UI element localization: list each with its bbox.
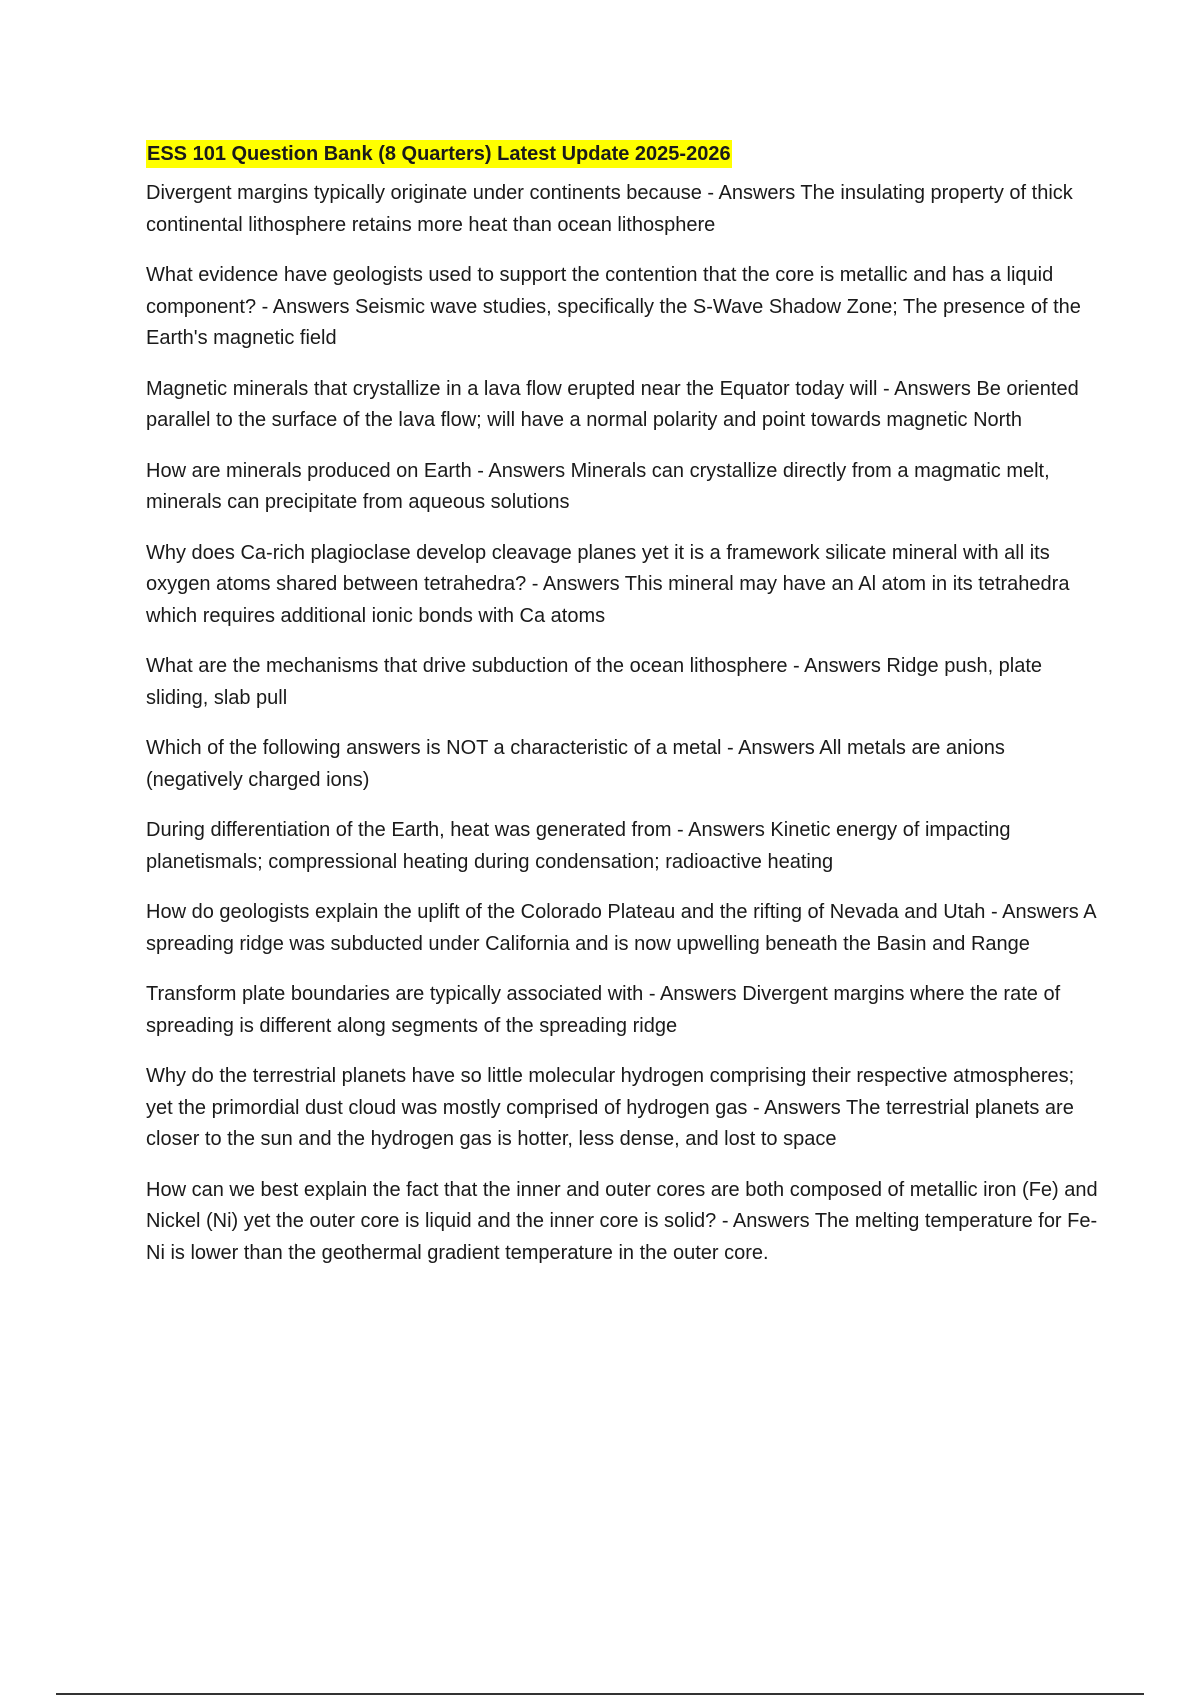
- qa-item: During differentiation of the Earth, heat was generated from - Answers Kinetic energy of impacting planetismals; compressional heating during condensation; radioactive heating: [146, 819, 1011, 873]
- document-page: [146, 140, 1098, 1288]
- qa-list: [146, 178, 1098, 1269]
- qa-item: Why does Ca-rich plagioclase develop cleavage planes yet it is a framework silicate mineral with all its oxygen atoms shared between tetrahedra? - Answers This mineral may have an Al atom in its tetrahedra which requires additional ionic bonds with Ca atoms: [146, 541, 1070, 627]
- qa-item: How are minerals produced on Earth - Answers Minerals can crystallize directly from a magmatic melt, minerals can precipitate from aqueous solutions: [146, 459, 1050, 513]
- qa-item: Which of the following answers is NOT a characteristic of a metal - Answers All metals are anions (negatively charged ions): [146, 737, 1005, 791]
- qa-item: What evidence have geologists used to support the contention that the core is metallic and has a liquid component? - Answers Seismic wave studies, specifically the S-Wave Shadow Zone; The presence of the Earth's magnetic field: [146, 264, 1081, 349]
- document-title: ESS 101 Question Bank (8 Quarters) Latest Update 2025-2026: [146, 140, 732, 168]
- qa-item: What are the mechanisms that drive subduction of the ocean lithosphere - Answers Ridge push, plate sliding, slab pull: [146, 655, 1043, 709]
- qa-item: How do geologists explain the uplift of the Colorado Plateau and the rifting of Nevada and Utah - Answers A spreading ridge was subducted under California and is now upwelling beneath the Basin and Range: [146, 901, 1096, 955]
- qa-item: Divergent margins typically originate under continents because - Answers The insulating property of thick continental lithosphere retains more heat than ocean lithosphere: [146, 182, 1073, 236]
- qa-item: How can we best explain the fact that the inner and outer cores are both composed of metallic iron (Fe) and Nickel (Ni) yet the outer core is liquid and the inner core is solid? - Answers The melting temperature for Fe-Ni is lower than the geothermal gradient temperature in the outer core.: [146, 1178, 1098, 1264]
- qa-item: Transform plate boundaries are typically associated with - Answers Divergent margins where the rate of spreading is different along segments of the spreading ridge: [146, 983, 1061, 1037]
- footer-divider: [56, 1693, 1144, 1695]
- qa-item: Why do the terrestrial planets have so little molecular hydrogen comprising their respective atmospheres; yet the primordial dust cloud was mostly comprised of hydrogen gas - Answers The terrestrial planets are closer to the sun and the hydrogen gas is hotter, less dense, and lost to space: [146, 1065, 1075, 1150]
- qa-item: Magnetic minerals that crystallize in a lava flow erupted near the Equator today will - Answers Be oriented parallel to the surface of the lava flow; will have a normal polarity and point towards magnetic North: [146, 377, 1079, 431]
